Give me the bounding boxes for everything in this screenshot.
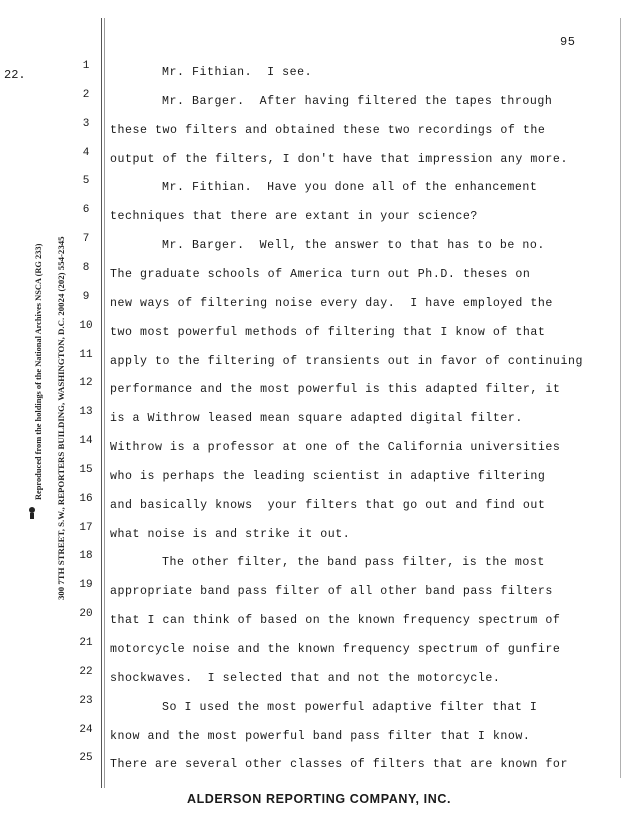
transcript-line: that I can think of based on the known frequency spectrum of — [110, 614, 561, 628]
corner-mark: 22. — [4, 68, 26, 82]
transcript-line: shockwaves. I selected that and not the motorcycle. — [110, 671, 501, 685]
transcript-line: know and the most powerful band pass filter that I know. — [110, 729, 531, 743]
transcript-line: performance and the most powerful is this adapted filter, it — [110, 383, 561, 397]
line-number: 11 — [79, 348, 93, 361]
transcript-line: who is perhaps the leading scientist in adaptive filtering — [110, 469, 546, 483]
line-number: 12 — [79, 377, 93, 390]
line-number: 9 — [82, 290, 90, 303]
transcript-line: two most powerful methods of filtering that I know of that — [110, 325, 546, 339]
footer-company: ALDERSON REPORTING COMPANY, INC. — [186, 792, 452, 806]
transcript-line: The other filter, the band pass filter, is the most — [162, 556, 545, 570]
transcript-line: techniques that there are extant in your science? — [110, 210, 478, 224]
line-number: 5 — [82, 175, 90, 188]
line-number: 10 — [79, 319, 93, 332]
line-number: 25 — [79, 752, 93, 765]
line-number: 17 — [79, 521, 93, 534]
transcript-line: Withrow is a professor at one of the California universities — [110, 441, 561, 455]
transcript-line: Mr. Barger. After having filtered the tapes through — [162, 94, 553, 108]
transcript-line: these two filters and obtained these two recordings of the — [110, 123, 546, 137]
line-number: 14 — [79, 435, 93, 448]
line-number: 22 — [79, 665, 93, 678]
archives-side-note: Reproduced from the holdings of the National Archives NSCA (RG 233) — [34, 243, 43, 500]
line-number: 23 — [79, 694, 93, 707]
transcript-line: what noise is and strike it out. — [110, 527, 351, 541]
address-side-note: 300 7TH STREET, S.W., REPORTERS BUILDING, WASHINGTON, D.C. 20024 (202) 554-2345 — [56, 236, 66, 600]
right-margin-rule — [620, 18, 621, 778]
line-number: 13 — [79, 406, 93, 419]
transcript-line: The graduate schools of America turn out Ph.D. theses on — [110, 267, 531, 281]
transcript-line: appropriate band pass filter of all other band pass filters — [110, 585, 553, 599]
transcript-line: is a Withrow leased mean square adapted digital filter. — [110, 412, 523, 426]
line-number: 7 — [82, 233, 90, 246]
page-number: 95 — [560, 35, 576, 49]
transcript-line: So I used the most powerful adaptive filter that I — [162, 700, 538, 714]
line-number: 1 — [82, 60, 90, 72]
transcript-line: Mr. Fithian. Have you done all of the enhancement — [162, 181, 538, 195]
transcript-line: new ways of filtering noise every day. I have employed the — [110, 296, 553, 310]
line-number: 8 — [82, 261, 90, 274]
line-number: 4 — [82, 146, 90, 159]
line-number: 2 — [82, 88, 90, 101]
left-margin-rule-inner — [104, 18, 105, 788]
transcript-line: Mr. Fithian. I see. — [162, 66, 313, 79]
line-number: 24 — [79, 723, 93, 736]
line-number: 21 — [79, 637, 93, 649]
transcript-line: output of the filters, I don't have that impression any more. — [110, 152, 568, 166]
line-number: 6 — [82, 204, 90, 217]
line-number: 15 — [79, 463, 93, 476]
archive-stamp-icon — [27, 506, 37, 520]
line-number: 20 — [79, 608, 93, 621]
line-number: 3 — [82, 117, 90, 130]
transcript-line: and basically knows your filters that go out and find out — [110, 498, 546, 512]
transcript-line: There are several other classes of filters that are known for — [110, 758, 568, 772]
transcript-line: Mr. Barger. Well, the answer to that has to be no. — [162, 239, 545, 253]
transcript-line: apply to the filtering of transients out in favor of continuing — [110, 354, 583, 368]
line-number: 18 — [79, 550, 93, 563]
left-margin-rule — [101, 18, 102, 788]
line-number: 16 — [79, 492, 93, 505]
transcript-line: motorcycle noise and the known frequency spectrum of gunfire — [110, 643, 561, 656]
line-number: 19 — [79, 579, 93, 592]
